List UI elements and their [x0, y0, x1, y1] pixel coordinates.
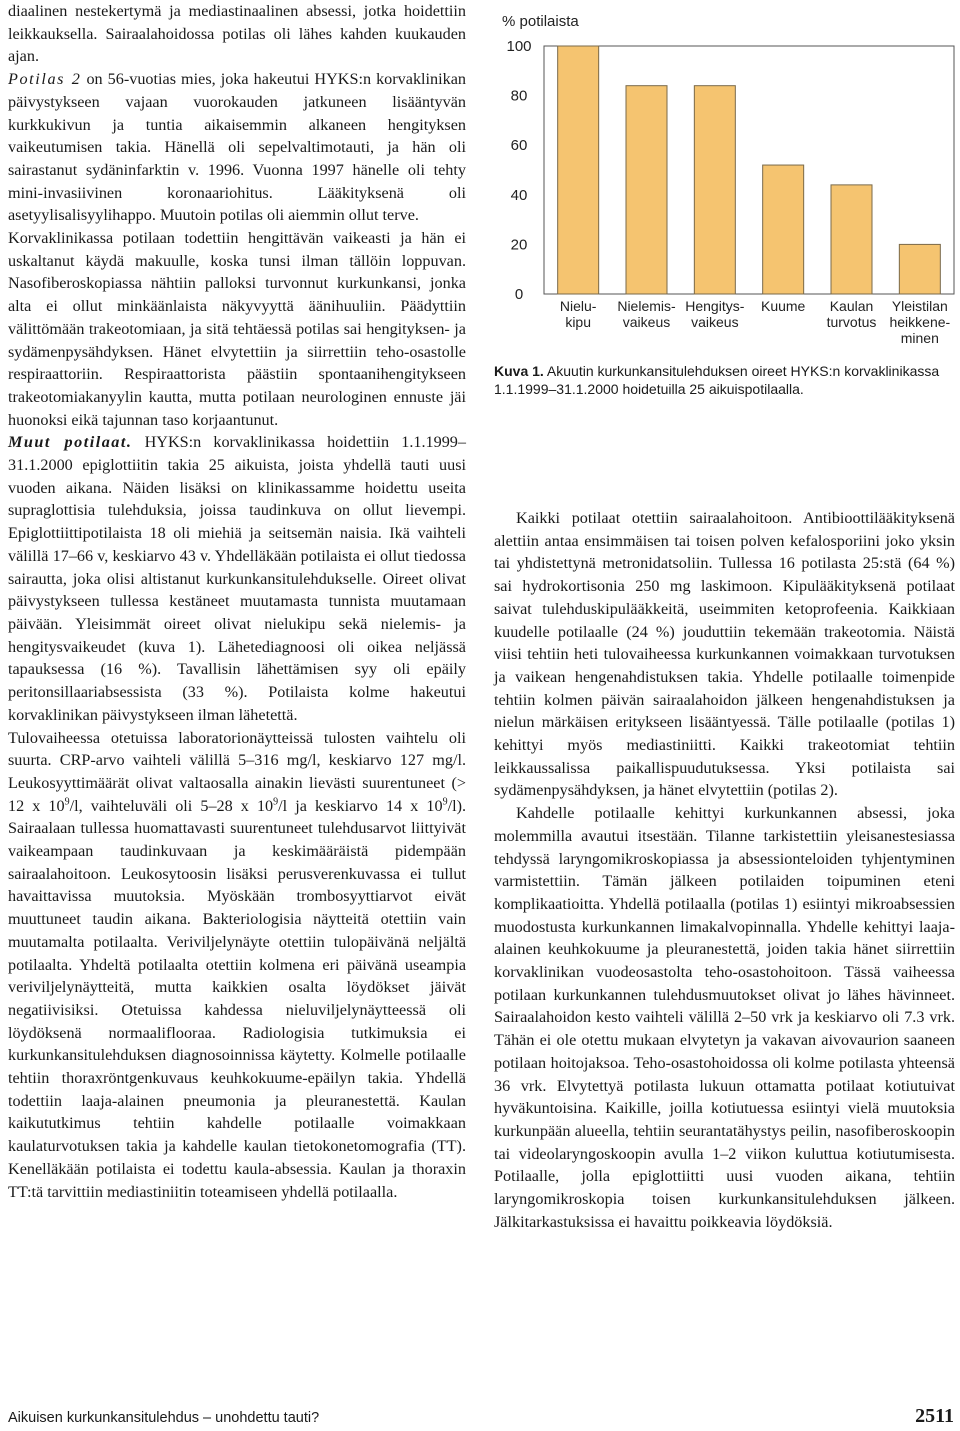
- paragraph: [8, 727, 466, 1204]
- page-number: 2511: [915, 1405, 954, 1427]
- y-tick-label: 60: [510, 137, 528, 155]
- y-axis-label: % potilaista: [502, 13, 579, 30]
- text-run: /l ja keskiarvo 14 x 10: [278, 796, 443, 815]
- y-tick-label: 20: [510, 236, 528, 254]
- paragraph: Kahdelle potilaalle kehittyi kurkunkannen absessi, joka molemmilla avautui itsestään. Tilanne tarkistettiin yleisanestesiassa tehdyssä laryngomikroskopiassa ja absessionteloiden tyhjentyminen varmistettiin. Tämän jälkeen potilaiden toipuminen eteni komplikaatioitta. Yhdellä potilaalla (potilas 1) esiintyi mikroabsessien muodostusta kurkunkannen limakalvopinnalla. Yhdelle kehittyi laaja-alainen keuhkokuume ja pleuranestettä, joiden takia hänet siirrettiin korvaklinikan vuodeosastolta teho-osastohoitoon. Tässä vaiheessa potilaan kurkunkannen tulehdusmuutokset olivat jo lähes hävinneet. Sairaalahoidon kesto vaihteli välillä 2–50 vrk ja keskiarvo oli 7.3 vrk. Tähän ei ole otettu mukaan elvytetyn ja vakavan aivovaurion saaneen potilaan hoitojaksoa. Teho-osastohoidossa oli kolme potilasta yhteensä 36 vrk. Elvytettyä potilasta lukuun ottamatta potilaat kotiutuivat hyväkuntoisina. Kaikille, joilla kotiutuessa esiintyi vielä muutoksia kurkunpään alueella, tehtiin seurantatähystys peilin, nasofiberoskoopin tai videolaryngoskoopin avulla 1–2 viikon kuluttua kotiutumisesta. Potilaalle, jolla epiglottiitti uusi vuoden aikana, tehtiin laryngomikroskopia toisen kurkunkansitulehduksen jälkeen. Jälkitarkastuksissa ei havaittu poikkeavia löydöksiä.: [494, 804, 955, 1231]
- bar: [763, 165, 804, 294]
- y-tick-label: 0: [514, 286, 524, 303]
- bar: [626, 86, 667, 294]
- x-tick-label: Yleistilan: [891, 298, 948, 314]
- superscript: 9: [273, 796, 279, 808]
- y-tick-label: 40: [510, 186, 528, 204]
- superscript: 9: [64, 796, 70, 808]
- paragraph: Kaikki potilaat otettiin sairaalahoitoon. Antibioottilääkityksenä alettiin antaa ensimmäisen tai toisen polven kefalosporiini joko yksin tai yhdistettynä metronidatsoliin. Tullessa 16 potilasta 25:stä (64 %) sai hydrokortisonia 250 mg laskimoon. Kipulääkityksenä potilaat saivat tulehduskipulääkkeitä, useimmiten ketoprofeenia. Kaikkiaan kuudelle potilaalle (24 %) jouduttiin tekemään trakeotomia. Näistä viisi tehtiin heti tulovaiheessa kurkunkannen voimakkaan turvotuksen ja vaikean hengenahdistuksen takia. Yhdelle potilaalle toimenpide tehtiin kolmen päivän sairaalahoidon jälkeen hengenahdistuksen ja nielun märkäisen eritykseen lisääntyessä. Tälle potilaalle (potilas 1) kehittyi myös mediastiniitti. Kaikki trakeotomiat tehtiin leikkaussalissa paikallispuudutuksessa. Yksi potilaista sai sydämenpysähdyksen, ja hänet elvytettiin (potilas 2).: [494, 509, 955, 800]
- y-tick-label: 100: [506, 38, 532, 55]
- section-label: Muut potilaat.: [8, 433, 133, 452]
- superscript: 9: [442, 796, 448, 808]
- x-tick-label: kipu: [565, 314, 592, 330]
- paragraph: [8, 431, 466, 726]
- case-label: Potilas 2: [8, 70, 82, 89]
- paragraph-body: on 56-vuotias mies, joka hakeutui HYKS:n korvaklinikan päivystykseen vajaan vuorokauden jatkuneen lisääntyvän kurkkukivun ja tuntia aikaisemmin alkaneen hengityksen vaikeutumisen takia. Hänellä oli sepelvaltimotauti, ja hän oli sairastanut sydäninfarktin v. 1996. Vuonna 1997 hänelle oli tehty mini-invasiivinen koronaariohitus. Lääkityksenä oli asetyylisalisyylihappo. Muutoin potilas oli aiemmin ollut terve.: [8, 70, 466, 225]
- x-tick-label: heikkene-: [889, 314, 951, 330]
- bar: [694, 86, 735, 294]
- paragraph: [8, 68, 466, 227]
- left-column: [8, 0, 466, 1203]
- x-tick-label: minen: [900, 330, 939, 346]
- paragraph: Korvaklinikassa potilaan todettiin hengittävän vaikeasti ja hän ei uskaltanut käydä makuulle, koska tunsi ilman tällöin loppuvan. Nasofiberoskopiassa nähtiin palloksi turvonnut kurkunkansi, jonka alta ei ollut minkäänlaista näkyvyyttä äänihuuliin. Päädyttiin välittömään trakeotomiaan, ja sitä tehtäessä potilas sai hengityksen- ja sydämenpysähdyksen. Hänet elvytettiin ja siirrettiin teho-osastolle respiraattoriin. Respiraattorista päästiin spontaanihengitykseen trakeotomiakanyylin kautta, mutta potilaan neurologinen ennuste jäi huonoksi eikä tajunnan taso korjaantunut.: [8, 229, 466, 429]
- caption-text: Akuutin kurkunkansitulehduksen oireet HYKS:n korvaklinikassa 1.1.1999–31.1.2000 hoidetuilla 25 aikuispotilaalla.: [494, 363, 940, 397]
- x-tick-label: Nielu-: [559, 298, 597, 314]
- bar: [558, 46, 599, 294]
- x-tick-label: vaikeus: [691, 314, 739, 330]
- x-tick-label: turvotus: [826, 314, 877, 330]
- x-tick-label: Nielemis-: [617, 298, 676, 314]
- text-run: /l, vaihteluväli oli 5–28 x 10: [69, 796, 274, 815]
- x-tick-label: Kaulan: [829, 298, 874, 314]
- text-run: Tulovaiheessa otetuissa laboratorionäytteissä tulosten vaihtelu oli suurta. CRP-arvo vaihteli välillä 5–316 mg/l, keskiarvo 127 mg/l. Leukosyyttimäärät olivat valtaosalla ainakin lievästi suurentuneet (> 12 x 10: [8, 728, 466, 815]
- y-tick-label: 80: [510, 87, 528, 105]
- x-tick-label: vaikeus: [622, 314, 671, 330]
- bar: [831, 185, 872, 294]
- bar: [899, 244, 940, 294]
- running-title: Aikuisen kurkunkansitulehdus – unohdettu tauti?: [8, 1410, 320, 1426]
- x-tick-label: Kuume: [760, 298, 806, 314]
- chart-svg: [494, 6, 958, 352]
- plot-frame: [544, 46, 954, 294]
- caption-label: Kuva 1.: [494, 363, 544, 379]
- symptom-bar-chart: [494, 6, 958, 352]
- figure-caption: [494, 362, 958, 398]
- paragraph: diaalinen nestekertymä ja mediastinaalinen absessi, jotka hoidettiin leikkauksella. Sairaalahoidossa potilas oli lähes kahden kuukauden ajan.: [8, 2, 466, 66]
- paragraph-body: HYKS:n korvaklinikassa hoidettiin 1.1.1999–31.1.2000 epiglottiitin takia 25 aikuista, joista yhdellä tauti uusi vuoden aikana. Näiden lisäksi on klinikassamme hoidettu useita supraglottisia tulehduksia, joissa taudinkuva on ollut lievempi. Epiglottiittipotilaista 18 oli miehiä ja seitsemän naisia. Ikä vaihteli välillä 17–66 v, keskiarvo 43 v. Yhdelläkään potilaista ei ollut tiedossa sairautta, joka olisi altistanut kurkunkansitulehdukselle. Oireet olivat päivystykseen tullessa kestäneet muutamasta tunnista muutamaan päivään. Yleisimmät oireet olivat nielukipu sekä nielemis- ja hengitysvaikeudet (kuva 1). Lähetediagnoosi oli oikea neljässä tapauksessa (16 %). Tavallisin lähettämisen syy oli epäily peritonsillaariabsessista (33 %). Potilaista kolme hakeutui korvaklinikan päivystykseen ilman lähetettä.: [8, 433, 466, 724]
- right-column: [494, 507, 955, 1234]
- x-tick-label: Hengitys-: [685, 298, 745, 314]
- text-run: /l). Sairaalaan tullessa huomattavasti suurentuneet tulehdusarvot liittyivät vaikeampaan taudinkuvaan ja keskimääräistä pidempään sairaalahoitoon. Leukosytoosin lisäksi perusverenkuvassa ei tullut havaittavissa muutoksia. Myöskään trombosyyttiarvot eivät muuttuneet taudin aikana. Bakteriologisia näytteitä otettiin vain muutamalta potilaalta. Veriviljelynäyte otettiin tulopäivänä neljältä potilaalta. Yhdeltä potilaalta otettiin kolmena eri päivänä useampia veriviljelynäytteitä, mutta kaikkien osalta löydökset jäivät negatiivisiksi. Otetuissa kahdessa nieluviljelynäytteessä oli löydöksenä normaaliflooraa. Radiologisia tutkimuksia ei kurkunkansitulehduksen diagnosoinnissa käytetty. Kolmelle potilaalle tehtiin thoraxröntgenkuvaus keuhkokuume-epäilyn takia. Yhdellä todettiin laaja-alainen pneumonia ja pleuranestettä. Kaulan kaikututkimus tehtiin kahdelle potilaalle voimakkaan kaulaturvotuksen takia ja kahdelle kaulan tietokonetomografia (TT). Kenelläkään potilaista ei todettu kaula-absessia. Kaulan ja thoraxin TT:tä tarvittiin mediastiniitin toteamiseen yhdellä potilaalla.: [8, 796, 467, 1201]
